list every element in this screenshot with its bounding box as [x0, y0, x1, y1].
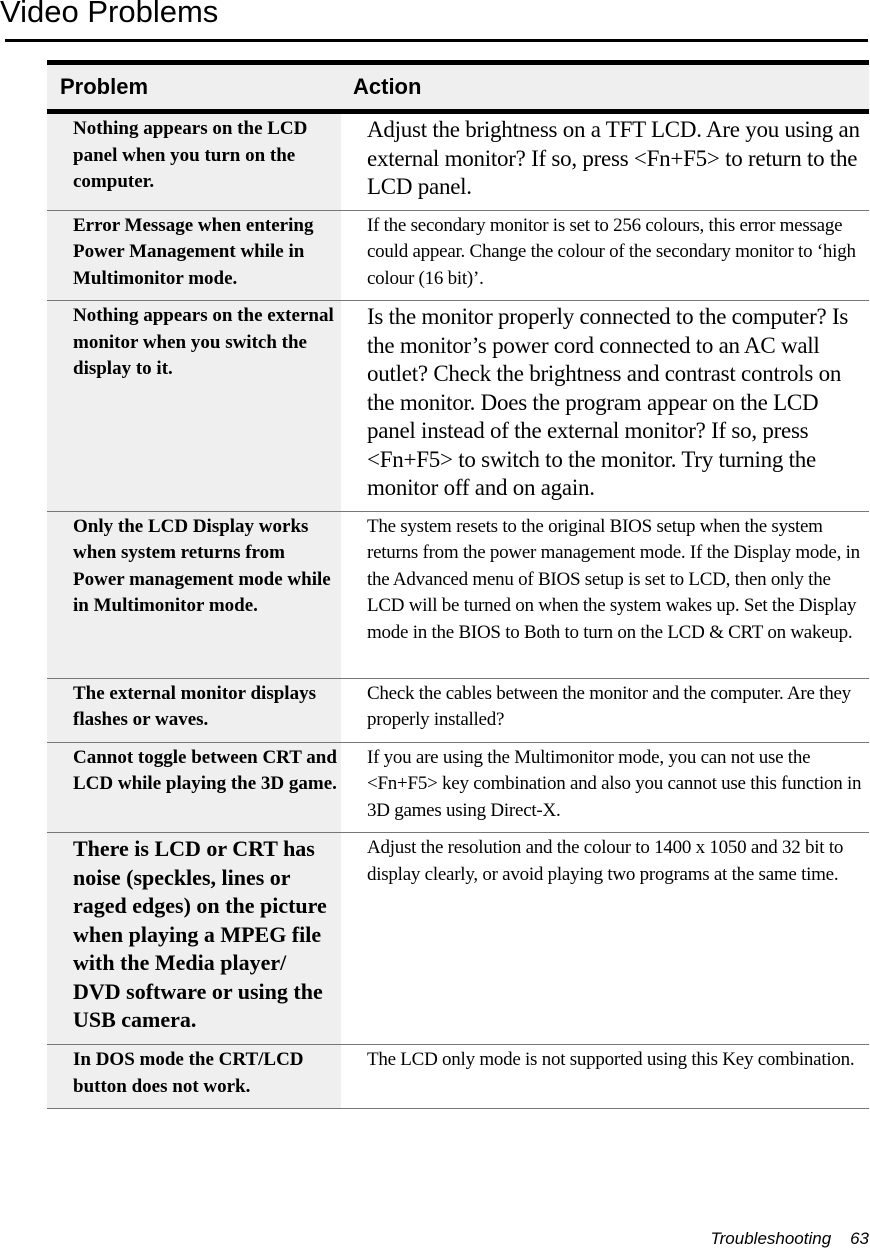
action-cell: Check the cables between the monitor and the computer. Are they properly installed? — [341, 678, 869, 742]
title-divider — [5, 39, 868, 42]
table-header-row — [47, 65, 869, 112]
table-row — [47, 742, 869, 833]
problem-column-header: Problem — [47, 65, 341, 112]
problem-cell: Nothing appears on the external monitor when you switch the display to it. — [47, 301, 341, 512]
action-cell: Is the monitor properly connected to the computer? Is the monitor’s power cord connected to an AC wall outlet? Check the brightness and contrast controls on the monitor. Does the program appear on the LCD panel instead of the external monitor? If so, press <Fn+F5> to switch to the monitor. Try turning the monitor off and on again. — [341, 301, 869, 512]
table-row — [47, 678, 869, 742]
action-cell: If you are using the Multimonitor mode, you can not use the <Fn+F5> key combination and also you cannot use this function in 3D games using Direct-X. — [341, 742, 869, 833]
action-cell: Adjust the brightness on a TFT LCD. Are you using an external monitor? If so, press <Fn+F5> to return to the LCD panel. — [341, 112, 869, 211]
table-row — [47, 301, 869, 512]
problem-cell: Error Message when entering Power Management while in Multimonitor mode. — [47, 210, 341, 301]
table-row — [47, 1045, 869, 1109]
footer-page-number: 63 — [850, 1229, 869, 1248]
table-row — [47, 833, 869, 1045]
video-problems-table-container — [47, 60, 869, 1109]
footer-section-name: Troubleshooting — [710, 1229, 832, 1248]
page-footer — [0, 1229, 870, 1249]
video-problems-table — [47, 65, 869, 1109]
problem-cell: Only the LCD Display works when system returns from Power management mode while in Multimonitor mode. — [47, 511, 341, 678]
problem-cell: In DOS mode the CRT/LCD button does not work. — [47, 1045, 341, 1109]
action-cell: If the secondary monitor is set to 256 colours, this error message could appear. Change the colour of the secondary monitor to ‘high colour (16 bit)’. — [341, 210, 869, 301]
action-column-header: Action — [341, 65, 869, 112]
problem-cell: The external monitor displays flashes or waves. — [47, 678, 341, 742]
problem-cell: Cannot toggle between CRT and LCD while playing the 3D game. — [47, 742, 341, 833]
action-cell: Adjust the resolution and the colour to 1400 x 1050 and 32 bit to display clearly, or avoid playing two programs at the same time. — [341, 833, 869, 1045]
table-row — [47, 210, 869, 301]
table-row — [47, 511, 869, 678]
table-row — [47, 112, 869, 211]
problem-cell: Nothing appears on the LCD panel when you turn on the computer. — [47, 112, 341, 211]
problem-cell: There is LCD or CRT has noise (speckles, lines or raged edges) on the picture when playing a MPEG file with the Media player/ DVD software or using the USB camera. — [47, 833, 341, 1045]
action-cell: The system resets to the original BIOS setup when the system returns from the power management mode. If the Display mode, in the Advanced menu of BIOS setup is set to LCD, then only the LCD will be turned on when the system wakes up. Set the Display mode in the BIOS to Both to turn on the LCD & CRT on wakeup. — [341, 511, 869, 678]
page-title: Video Problems — [0, 0, 219, 29]
action-cell: The LCD only mode is not supported using this Key combination. — [341, 1045, 869, 1109]
